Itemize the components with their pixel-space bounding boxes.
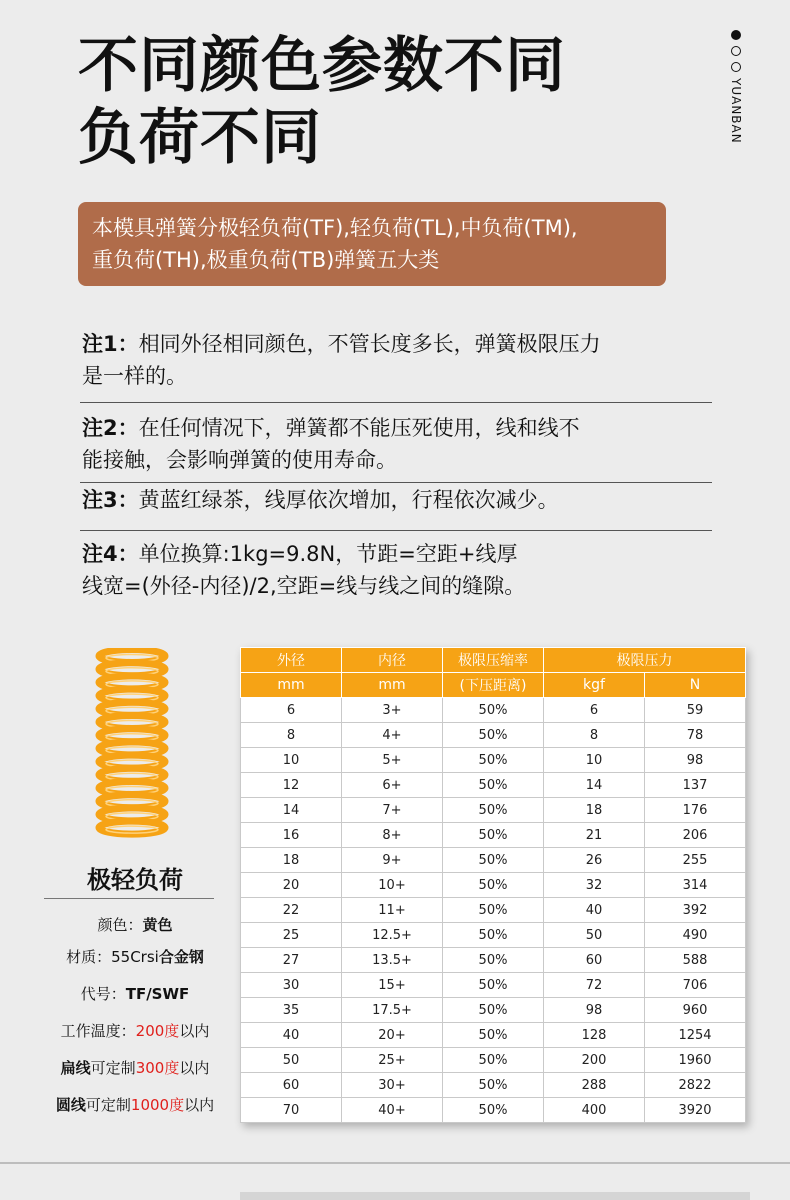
table-cell: 26 [544,848,645,873]
note-text: 线宽=(外径-内径)/2,空距=线与线之间的缝隙。 [82,574,526,598]
table-cell: 6+ [342,773,443,798]
subheader-cell: N [645,673,746,698]
product-name: 极轻负荷 [87,866,183,894]
table-cell: 15+ [342,973,443,998]
table-subheader-row [241,673,746,698]
table-cell: 392 [645,898,746,923]
table-cell: 60 [241,1073,342,1098]
table-cell: 8 [241,723,342,748]
spec-table-grid [240,647,746,1123]
note-text: 相同外径相同颜色，不管长度多长，弹簧极限压力 [138,332,601,356]
note-label: 注3： [82,488,139,512]
table-row [241,1048,746,1073]
table-row [241,1098,746,1123]
table-row [241,1073,746,1098]
filled-dot-icon [731,30,741,40]
table-cell: 50% [443,748,544,773]
spring-icon [92,648,172,848]
spec-label: 颜色： [97,916,143,934]
table-cell: 12.5+ [342,923,443,948]
spec-temperature [40,1020,230,1041]
note-label: 注4： [82,542,139,566]
spec-value: 合金钢 [158,948,204,966]
table-cell: 30 [241,973,342,998]
table-cell: 10 [544,748,645,773]
table-cell: 50% [443,998,544,1023]
divider [44,898,214,899]
table-row [241,848,746,873]
table-row [241,748,746,773]
header-outer-diameter: 外径 [241,648,342,673]
note-label: 注1： [82,332,139,356]
header-limit-pressure: 极限压力 [544,648,746,673]
table-cell: 50% [443,948,544,973]
table-cell: 70 [241,1098,342,1123]
table-cell: 50% [443,898,544,923]
note-text: 单位换算:1kg=9.8N，节距=空距+线厚 [138,542,518,566]
table-row [241,898,746,923]
table-cell: 50 [544,923,645,948]
table-cell: 50% [443,723,544,748]
table-cell: 12 [241,773,342,798]
table-cell: 5+ [342,748,443,773]
table-cell: 16 [241,823,342,848]
spec-value: 300度 [135,1059,180,1077]
spec-label: 材质：55Crsi [66,948,159,966]
table-cell: 200 [544,1048,645,1073]
table-cell: 50% [443,1073,544,1098]
table-row [241,823,746,848]
table-cell: 98 [645,748,746,773]
table-cell: 2822 [645,1073,746,1098]
spec-code [40,983,230,1004]
table-cell: 14 [241,798,342,823]
table-cell: 6 [241,698,342,723]
spec-label: 圆线 [55,1096,86,1114]
header-compression-rate: 极限压缩率 [443,648,544,673]
note-2 [82,412,702,476]
table-cell: 50% [443,873,544,898]
spec-table [240,647,746,1123]
spec-text: 可定制 [90,1059,136,1077]
table-cell: 50% [443,848,544,873]
table-cell: 20+ [342,1023,443,1048]
subheader-cell: mm [241,673,342,698]
banner-line-2: 重负荷(TH),极重负荷(TB)弹簧五大类 [92,248,440,272]
table-cell: 18 [241,848,342,873]
table-row [241,948,746,973]
side-tag [726,26,746,144]
table-cell: 137 [645,773,746,798]
table-cell: 50% [443,798,544,823]
subheader-cell: mm [342,673,443,698]
table-cell: 25 [241,923,342,948]
table-cell: 255 [645,848,746,873]
table-cell: 50% [443,698,544,723]
table-cell: 60 [544,948,645,973]
note-text: 是一样的。 [82,364,187,388]
table-row [241,973,746,998]
page-title [78,30,566,174]
spec-value: 1000度 [130,1096,185,1114]
banner-line-1: 本模具弹簧分极轻负荷(TF),轻负荷(TL),中负荷(TM), [92,216,578,240]
spec-value: 黄色 [142,916,173,934]
table-cell: 59 [645,698,746,723]
table-cell: 490 [645,923,746,948]
table-row [241,873,746,898]
table-row [241,998,746,1023]
note-text: 在任何情况下，弹簧都不能压死使用，线和线不 [138,416,580,440]
spec-suffix: 以内 [184,1096,215,1114]
table-cell: 50% [443,1098,544,1123]
table-cell: 7+ [342,798,443,823]
table-cell: 21 [544,823,645,848]
subheader-cell: kgf [544,673,645,698]
table-cell: 706 [645,973,746,998]
table-cell: 10+ [342,873,443,898]
note-text: 能接触，会影响弹簧的使用寿命。 [82,448,397,472]
table-cell: 400 [544,1098,645,1123]
spring-image [92,648,172,848]
table-cell: 8 [544,723,645,748]
title-line-1: 不同颜色参数不同 [78,31,566,101]
table-cell: 98 [544,998,645,1023]
spec-suffix: 以内 [179,1022,210,1040]
table-cell: 1254 [645,1023,746,1048]
spec-flat-wire [40,1057,230,1078]
table-cell: 960 [645,998,746,1023]
table-cell: 50% [443,823,544,848]
hollow-dot-icon [731,46,741,56]
divider [0,1162,790,1164]
table-cell: 18 [544,798,645,823]
table-cell: 40 [544,898,645,923]
table-header-row [241,648,746,673]
table-row [241,1023,746,1048]
table-cell: 14 [544,773,645,798]
table-cell: 30+ [342,1073,443,1098]
divider [80,482,712,483]
table-row [241,923,746,948]
table-cell: 40 [241,1023,342,1048]
spec-material [40,946,230,967]
table-cell: 50 [241,1048,342,1073]
table-cell: 3+ [342,698,443,723]
spec-label: 代号： [80,985,126,1003]
note-label: 注2： [82,416,139,440]
table-cell: 10 [241,748,342,773]
table-row [241,698,746,723]
note-4 [82,538,702,602]
table-cell: 50% [443,1048,544,1073]
table-cell: 13.5+ [342,948,443,973]
category-banner [78,202,666,286]
table-cell: 3920 [645,1098,746,1123]
note-1 [82,328,702,392]
table-cell: 50% [443,923,544,948]
table-cell: 128 [544,1023,645,1048]
table-cell: 25+ [342,1048,443,1073]
table-cell: 9+ [342,848,443,873]
title-line-2: 负荷不同 [78,103,322,173]
table-cell: 50% [443,1023,544,1048]
spec-suffix: 以内 [179,1059,210,1077]
table-cell: 17.5+ [342,998,443,1023]
spec-round-wire [40,1094,230,1115]
header-inner-diameter: 内径 [342,648,443,673]
spec-value: 200度 [135,1022,180,1040]
table-cell: 314 [645,873,746,898]
side-tag-text: YUANBAN [729,78,743,144]
table-cell: 4+ [342,723,443,748]
divider [80,402,712,403]
table-cell: 78 [645,723,746,748]
table-cell: 20 [241,873,342,898]
table-row [241,798,746,823]
divider [80,530,712,531]
table-cell: 35 [241,998,342,1023]
table-cell: 1960 [645,1048,746,1073]
table-row [241,723,746,748]
spec-text: 可定制 [85,1096,131,1114]
table-cell: 288 [544,1073,645,1098]
spec-color [40,914,230,935]
note-3 [82,484,702,516]
spec-label: 扁线 [60,1059,91,1077]
spec-label: 工作温度： [60,1022,136,1040]
table-cell: 11+ [342,898,443,923]
table-cell: 6 [544,698,645,723]
table-cell: 50% [443,773,544,798]
table-cell: 72 [544,973,645,998]
note-text: 黄蓝红绿茶，线厚依次增加，行程依次减少。 [138,488,559,512]
table-cell: 176 [645,798,746,823]
table-cell: 50% [443,973,544,998]
table-cell: 206 [645,823,746,848]
table-cell: 8+ [342,823,443,848]
table-row [241,773,746,798]
subheader-cell: (下压距离) [443,673,544,698]
table-cell: 588 [645,948,746,973]
table-cell: 27 [241,948,342,973]
table-body [241,698,746,1123]
table-cell: 32 [544,873,645,898]
table-cell: 22 [241,898,342,923]
hollow-dot-icon [731,62,741,72]
next-section-edge [240,1192,750,1200]
spec-value: TF/SWF [125,985,190,1003]
table-cell: 40+ [342,1098,443,1123]
